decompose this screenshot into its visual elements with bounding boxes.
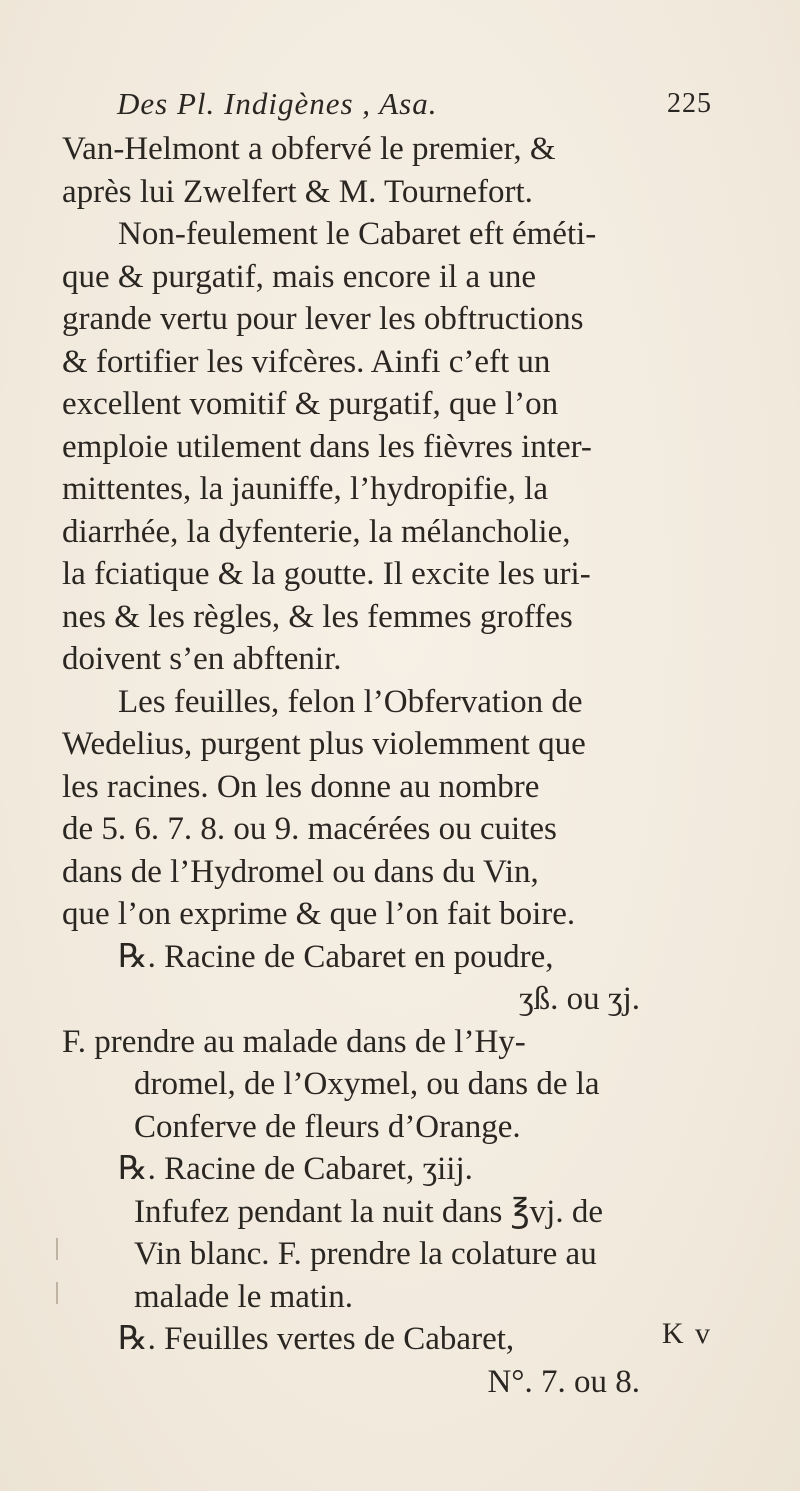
text-line: les racines. On les donne au nombre: [62, 768, 540, 805]
text-line: Van-Helmont a obfervé le premier, &: [62, 131, 556, 167]
text-line: & fortifier les vifcères. Ainfi c’eft un: [62, 343, 551, 380]
text-line: de 5. 6. 7. 8. ou 9. macérées ou cuites: [62, 811, 557, 847]
recipe-line: ℞. Racine de Cabaret, ʒiij.: [118, 1151, 473, 1187]
running-header: [117, 86, 712, 126]
text-line: diarrhée, la dyfenterie, la mélancholie,: [62, 513, 571, 550]
recipe-line: Vin blanc. F. prendre la colature au: [134, 1236, 597, 1272]
recipe-line: F. prendre au malade dans de l’Hy-: [62, 1023, 526, 1060]
margin-mark: [56, 1282, 58, 1304]
recipe-line: ℞. Feuilles vertes de Cabaret,: [118, 1321, 515, 1357]
text-line: excellent vomitif & purgatif, que l’on: [62, 386, 559, 422]
signature-mark: K v: [661, 1317, 712, 1350]
text-line: nes & les règles, & les femmes groffes: [62, 598, 573, 635]
body-text: [62, 128, 712, 1403]
text-line: que & purgatif, mais encore il a une: [62, 258, 537, 295]
recipe-line: malade le matin.: [134, 1278, 353, 1315]
text-line: dans de l’Hydromel ou dans du Vin,: [62, 853, 539, 890]
text-line: mittentes, la jauniffe, l’hydropifie, la: [62, 471, 548, 507]
text-line: grande vertu pour lever les obftructions: [62, 301, 584, 337]
recipe-line: dromel, de l’Oxymel, ou dans de la: [134, 1066, 600, 1102]
text-line: emploie utilement dans les fièvres inter-: [62, 428, 592, 465]
margin-mark: [56, 1238, 58, 1260]
page-number: 225: [667, 88, 712, 119]
text-line: la fciatique & la goutte. Il excite les uri-: [62, 556, 591, 592]
text-line: Wedelius, purgent plus violemment que: [62, 726, 586, 762]
text-line: que l’on exprime & que l’on fait boire.: [62, 896, 576, 932]
running-title: Des Pl. Indigènes , Asa.: [117, 86, 438, 121]
text-line: Les feuilles, felon l’Obfervation de: [118, 683, 583, 720]
recipe-dose: N°. 7. ou 8.: [487, 1363, 640, 1400]
recipe-line: ℞. Racine de Cabaret en poudre,: [118, 938, 554, 975]
recipe-line: Conferve de fleurs d’Orange.: [134, 1108, 521, 1145]
text-line: doivent s’en abftenir.: [62, 641, 342, 677]
text-line: après lui Zwelfert & M. Tournefort.: [62, 173, 533, 210]
recipe-dose: ʒß. ou ʒj.: [519, 981, 640, 1017]
text-line: Non-feulement le Cabaret eft éméti-: [118, 216, 597, 252]
recipe-line: Infufez pendant la nuit dans ℥vj. de: [134, 1193, 603, 1230]
